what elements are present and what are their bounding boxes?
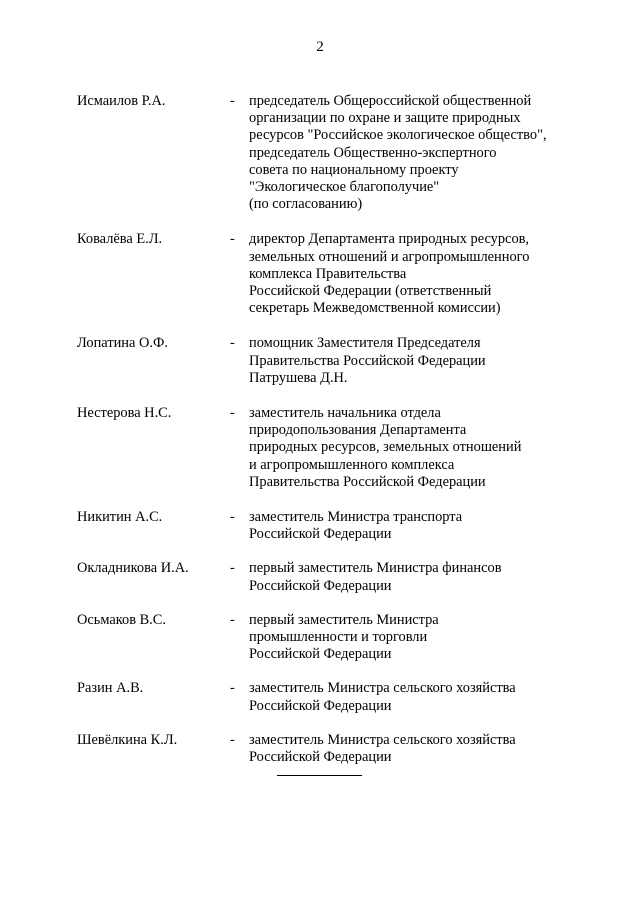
- member-position-line: Правительства Российской Федерации: [249, 473, 486, 490]
- member-separator: -: [230, 560, 235, 577]
- member-position-line: Российской Федерации (ответственный: [249, 283, 492, 300]
- member-entry: [77, 732, 577, 766]
- member-position-line: председатель Общественно-экспертного: [249, 144, 497, 161]
- member-separator: -: [230, 93, 235, 109]
- member-position-line: первый заместитель Министра: [249, 611, 439, 628]
- member-name: Осьмаков В.С.: [77, 611, 166, 628]
- member-position-line: Российской Федерации: [249, 646, 392, 663]
- member-entry: [77, 335, 577, 387]
- member-position-line: заместитель начальника отдела: [249, 405, 441, 422]
- member-position-line: заместитель Министра транспорта: [249, 509, 463, 526]
- member-position-line: Российской Федерации: [249, 749, 392, 766]
- member-position-line: помощник Заместителя Председателя: [249, 335, 481, 352]
- member-position-line: Российской Федерации: [249, 577, 392, 594]
- member-position: [249, 560, 579, 594]
- member-separator: -: [230, 509, 235, 526]
- member-separator: -: [230, 231, 235, 248]
- member-position-line: Патрушева Д.Н.: [249, 369, 348, 386]
- member-position: [249, 680, 579, 714]
- member-separator: -: [230, 405, 235, 422]
- member-position-line: совета по национальному проекту: [249, 161, 459, 178]
- member-position: [249, 509, 579, 543]
- member-position-line: Российской Федерации: [249, 697, 392, 714]
- member-position-line: Правительства Российской Федерации: [249, 352, 486, 369]
- member-name: Лопатина О.Ф.: [77, 335, 168, 352]
- member-position-line: "Экологическое благополучие": [249, 179, 440, 196]
- member-position-line: комплекса Правительства: [249, 265, 407, 282]
- member-position: [249, 405, 579, 491]
- member-separator: -: [230, 335, 235, 352]
- member-position-line: природопользования Департамента: [249, 422, 467, 439]
- member-name: Нестерова Н.С.: [77, 405, 172, 422]
- member-name: Шевёлкина К.Л.: [77, 731, 178, 748]
- member-entry: [77, 612, 577, 664]
- member-position-line: промышленности и торговли: [249, 629, 428, 646]
- member-position-line: первый заместитель Министра финансов: [249, 560, 502, 577]
- member-position: [249, 93, 579, 213]
- member-position-line: Российской Федерации: [249, 526, 392, 543]
- member-name: Ковалёва Е.Л.: [77, 231, 163, 248]
- member-list: [77, 76, 577, 766]
- member-entry: [77, 509, 577, 543]
- member-position: [249, 335, 579, 387]
- end-rule: [277, 775, 362, 776]
- member-entry: [77, 680, 577, 714]
- member-separator: -: [230, 680, 235, 697]
- member-position-line: природных ресурсов, земельных отношений: [249, 439, 522, 456]
- member-entry: [77, 93, 577, 213]
- member-name: Окладникова И.А.: [77, 560, 189, 577]
- member-position: [249, 231, 579, 317]
- member-position-line: директор Департамента природных ресурсов,: [249, 231, 530, 248]
- member-position-line: земельных отношений и агропромышленного: [249, 248, 530, 265]
- member-entry: [77, 405, 577, 491]
- member-name: Разин А.В.: [77, 680, 144, 697]
- member-position: [249, 612, 579, 664]
- member-position-line: и агропромышленного комплекса: [249, 456, 455, 473]
- member-name: Исмаилов Р.А.: [77, 93, 166, 109]
- member-entry: [77, 231, 577, 317]
- member-position-line: заместитель Министра сельского хозяйства: [249, 680, 516, 697]
- member-position-line: организации по охране и защите природных: [249, 110, 521, 127]
- member-position: [249, 732, 579, 766]
- member-position-line: ресурсов "Российское экологическое общество",: [249, 127, 547, 144]
- member-position-line: заместитель Министра сельского хозяйства: [249, 731, 516, 748]
- member-separator: -: [230, 611, 235, 628]
- member-separator: -: [230, 731, 235, 748]
- member-entry: [77, 560, 577, 594]
- page-number: 2: [316, 39, 324, 55]
- member-position-line: секретарь Межведомственной комиссии): [249, 300, 501, 317]
- member-position-line: (по согласованию): [249, 196, 363, 213]
- member-name: Никитин А.С.: [77, 509, 163, 526]
- member-position-line: председатель Общероссийской общественной: [249, 93, 532, 109]
